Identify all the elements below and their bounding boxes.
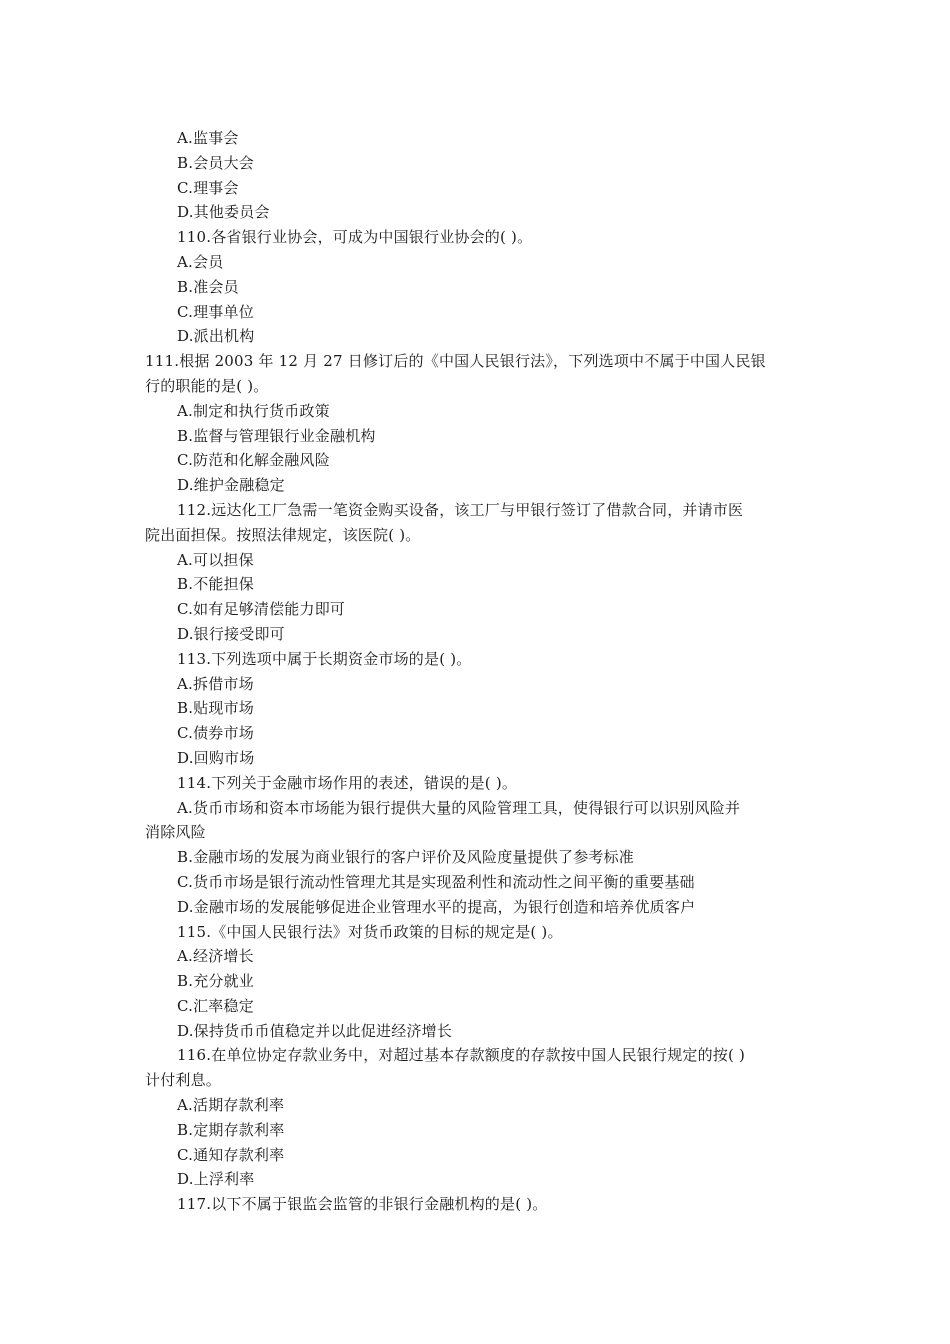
option-line: B.准会员: [177, 277, 239, 296]
option-line: A.活期存款利率: [177, 1096, 285, 1115]
option-line: C.货币市场是银行流动性管理尤其是实现盈利性和流动性之间平衡的重要基础: [177, 872, 695, 891]
option-line: C.理事单位: [177, 302, 254, 321]
option-line: D.回购市场: [177, 748, 255, 767]
option-line: D.维护金融稳定: [177, 476, 285, 495]
option-line: D.其他委员会: [177, 203, 270, 222]
option-line: D.上浮利率: [177, 1170, 255, 1189]
question-line: 113.下列选项中属于长期资金市场的是( )。: [177, 649, 472, 668]
option-line: C.防范和化解金融风险: [177, 451, 330, 470]
question-line: 117.以下不属于银监会监管的非银行金融机构的是( )。: [177, 1195, 548, 1214]
question-line: 114.下列关于金融市场作用的表述，错误的是( )。: [177, 773, 518, 792]
option-line: A.货币市场和资本市场能为银行提供大量的风险管理工具，使得银行可以识别风险并: [177, 798, 741, 817]
option-line: B.监督与管理银行业金融机构: [177, 426, 376, 445]
option-line: B.金融市场的发展为商业银行的客户评价及风险度量提供了参考标准: [177, 848, 634, 867]
option-line: A.经济增长: [177, 947, 254, 966]
option-continuation-line: 消除风险: [145, 823, 206, 842]
question-line: 110.各省银行业协会，可成为中国银行业协会的( )。: [177, 228, 533, 247]
option-line: B.不能担保: [177, 575, 254, 594]
option-line: A.制定和执行货币政策: [177, 401, 330, 420]
question-text-block: [145, 126, 810, 1217]
option-line: A.监事会: [177, 129, 239, 147]
question-line: 115.《中国人民银行法》对货币政策的目标的规定是( )。: [177, 922, 563, 941]
option-line: D.保持货币币值稳定并以此促进经济增长: [177, 1021, 453, 1040]
question-line: 116.在单位协定存款业务中，对超过基本存款额度的存款按中国人民银行规定的按( ): [177, 1046, 746, 1065]
question-continuation-line: 行的职能的是( )。: [145, 376, 269, 395]
option-line: D.银行接受即可: [177, 624, 285, 643]
option-line: B.定期存款利率: [177, 1120, 285, 1139]
option-line: C.债券市场: [177, 724, 254, 743]
option-line: B.会员大会: [177, 153, 254, 172]
option-line: D.金融市场的发展能够促进企业管理水平的提高，为银行创造和培养优质客户: [177, 897, 696, 916]
question-line: 112.远达化工厂急需一笔资金购买设备，该工厂与甲银行签订了借款合同，并请市医: [177, 500, 744, 519]
option-line: A.拆借市场: [177, 674, 254, 693]
option-line: C.如有足够清偿能力即可: [177, 600, 346, 619]
option-line: B.充分就业: [177, 972, 254, 991]
option-line: A.可以担保: [177, 550, 254, 569]
option-line: D.派出机构: [177, 327, 255, 346]
option-line: A.会员: [177, 252, 224, 271]
question-continuation-line: 院出面担保。按照法律规定，该医院( )。: [145, 525, 421, 544]
option-line: C.汇率稳定: [177, 996, 254, 1015]
option-line: C.理事会: [177, 178, 239, 197]
question-line: 111.根据 2003 年 12 月 27 日修订后的《中国人民银行法》，下列选项中不属于中国人民银: [145, 352, 766, 371]
question-continuation-line: 计付利息。: [145, 1071, 222, 1090]
option-line: C.通知存款利率: [177, 1145, 285, 1164]
option-line: B.贴现市场: [177, 699, 254, 718]
